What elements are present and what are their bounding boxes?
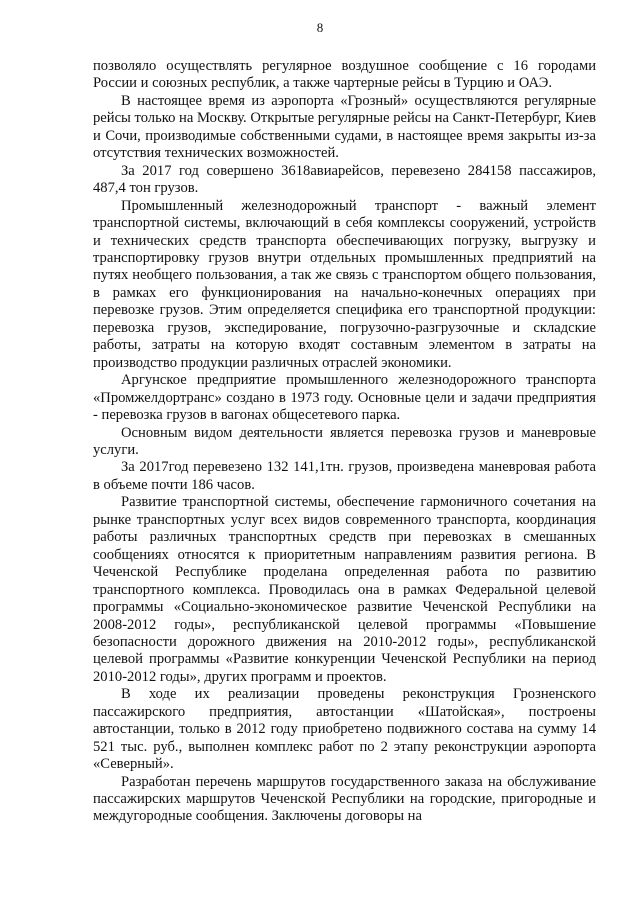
body-text [93,58,596,826]
paragraph-2: В настоящее время из аэропорта «Грозный» осуществляются регулярные рейсы только на Москву. Открытые регулярные рейсы на Санкт-Петербург, Киев и Сочи, производимые собственными судами, в настоящее время закрыты из-за отсутствия технических возможностей. [93,92,596,162]
paragraph-3: За 2017 год совершено 3618авиарейсов, перевезено 284158 пассажиров, 487,4 тон грузов. [93,162,596,197]
paragraph-10: Разработан перечень маршрутов государственного заказа на обслуживание пассажирских маршрутов Чеченской Республики на городские, пригородные и междугородные сообщения. Заключены договоры на [93,773,596,825]
paragraph-6: Основным видом деятельности является перевозка грузов и маневровые услуги. [93,424,596,458]
paragraph-8: Развитие транспортной системы, обеспечение гармоничного сочетания на рынке транспортных услуг всех видов современного транспорта, координация работы различных транспортных средств при перевозках в смешанных сообщениях относятся к приоритетным направлениям развития региона. В Чеченской Республике проделана определенная работа по развитию транспортного комплекса. Проводилась она в рамках Федеральной целевой программы «Социально-экономическое развитие Чеченской Республики на 2008-2012 годы», республиканской целевой программы «Повышение безопасности дорожного движения на 2010-2012 годы», республиканской целевой программы «Развитие конкуренции Чеченской Республики на период 2010-2012 годы», других программ и проектов. [93,494,596,685]
paragraph-9: В ходе их реализации проведены реконструкция Грозненского пассажирского предприятия, автостанции «Шатойская», построены автостанции, только в 2012 году приобретено подвижного состава на сумму 14 521 тыс. руб., выполнен комплекс работ по 2 этапу реконструкции аэропорта «Северный». [93,686,596,773]
paragraph-5: Аргунское предприятие промышленного железнодорожного транспорта «Промжелдортранс» создано в 1973 году. Основные цели и задачи предприятия - перевозка грузов в вагонах общесетевого парка. [93,372,596,424]
paragraph-1: позволяло осуществлять регулярное воздушное сообщение с 16 городами России и союзных республик, а также чартерные рейсы в Турцию и ОАЭ. [93,58,596,92]
page-number: 8 [316,20,324,35]
paragraph-7: За 2017год перевезено 132 141,1тн. грузов, произведена маневровая работа в объеме почти 186 часов. [93,459,596,493]
paragraph-4: Промышленный железнодорожный транспорт - важный элемент транспортной системы, включающий в себя комплексы сооружений, устройств и технических средств транспорта обеспечивающих погрузку, выгрузку и транспортировку грузов внутри отдельных промышленных предприятий на путях необщего пользования, а так же связь с транспортом общего пользования, в рамках его функционирования на начально-конечных операциях при перевозке грузов. Этим определяется специфика его транспортной продукции: перевозка грузов, экспедирование, погрузочно-разгрузочные и складские работы, затраты на которую входят составным элементом в затраты на производство продукции различных отраслей экономики. [93,197,596,371]
